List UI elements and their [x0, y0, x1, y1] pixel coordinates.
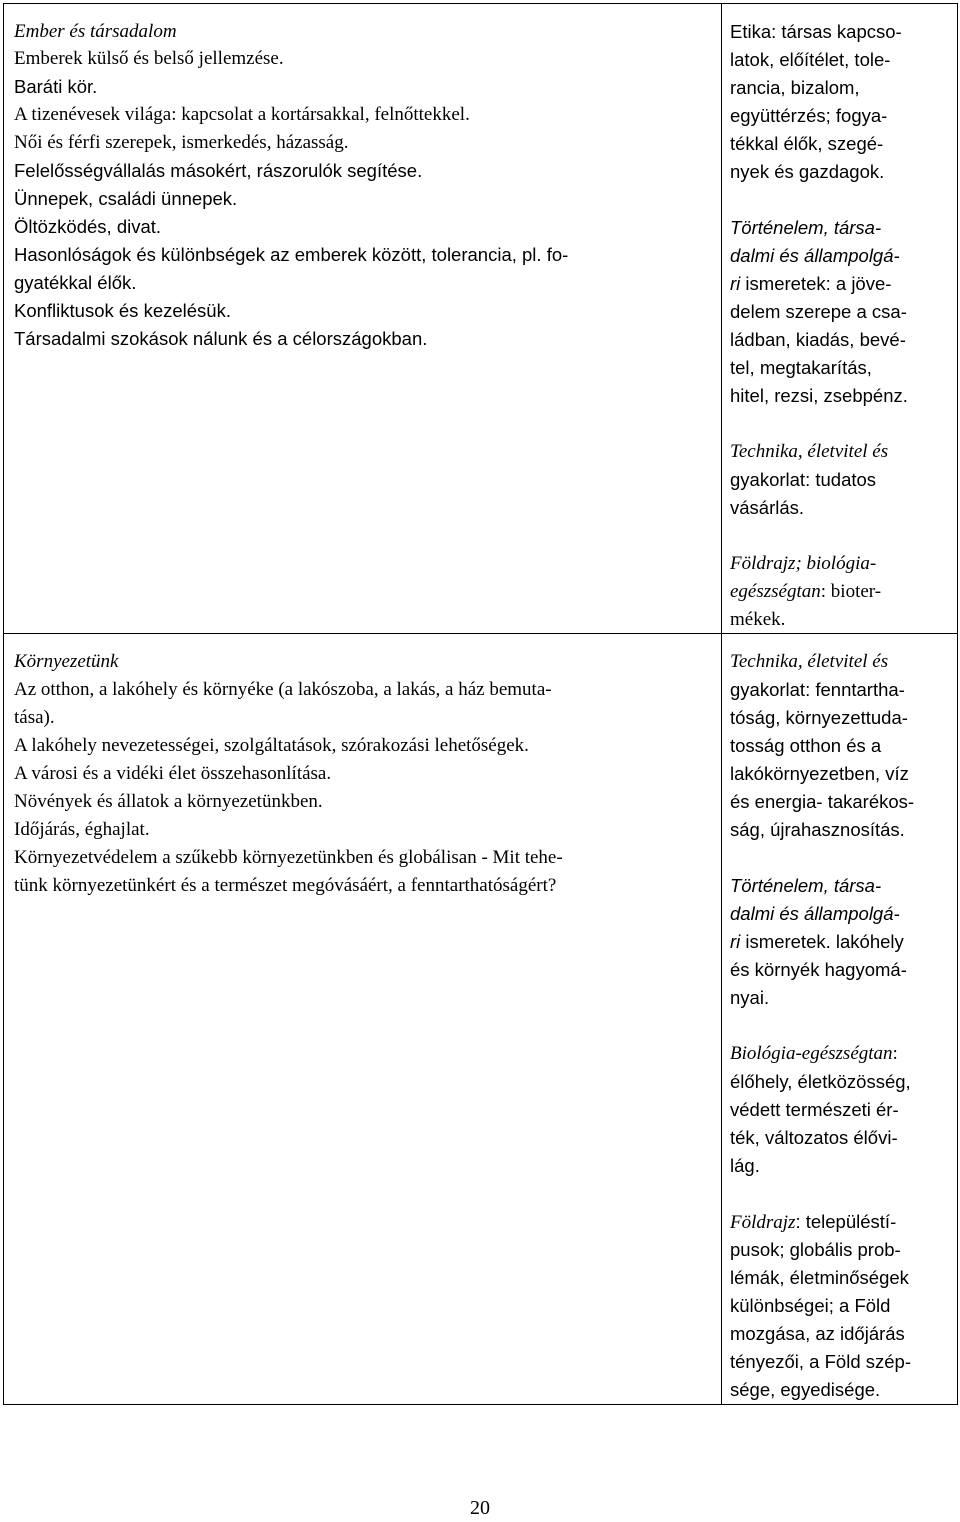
connection-line: tóság, környezettuda-	[730, 707, 908, 728]
connection-text: : településtí-	[795, 1211, 897, 1232]
subject-heading: Biológia-egészségtan	[730, 1043, 893, 1064]
connection-line	[730, 270, 891, 298]
table-border-right	[957, 3, 958, 1405]
connection-line: mékek.	[730, 609, 786, 630]
topic-line: tása).	[14, 707, 55, 728]
connection-text: ismeretek. lakóhely	[745, 931, 904, 952]
subject-heading: Történelem, társa-	[730, 217, 882, 238]
connection-line: vásárlás.	[730, 497, 805, 518]
connection-line	[730, 928, 904, 956]
connection-line: mozgása, az időjárás	[730, 1323, 905, 1344]
connection-text: : bioter-	[820, 581, 882, 602]
connection-text: ismeretek: a jöve-	[745, 273, 892, 294]
table-column-divider	[721, 3, 722, 1405]
subject-heading: Történelem, társa-	[730, 875, 882, 896]
topic-line: A városi és a vidéki élet összehasonlítása.	[14, 763, 332, 784]
connection-line: ság, újrahasznosítás.	[730, 819, 905, 840]
topic-line: Öltözködés, divat.	[14, 216, 162, 237]
connection-line: ték, változatos élővi-	[730, 1127, 898, 1148]
topic-line: Hasonlóságok és különbségek az emberek között, tolerancia, pl. fo-	[14, 244, 569, 265]
topic-line: A lakóhely nevezetességei, szolgáltatások, szórakozási lehetőségek.	[14, 735, 529, 756]
subject-heading: Technika, életvitel és	[730, 651, 889, 672]
table-border-top	[3, 3, 958, 4]
subject-heading-tail: ri	[730, 931, 741, 952]
topic-line: Az otthon, a lakóhely és környéke (a lakószoba, a lakás, a ház bemuta-	[14, 679, 552, 700]
connection-line	[730, 1040, 898, 1068]
connection-line: pusok; globális prob-	[730, 1239, 901, 1260]
page-number: 20	[470, 1497, 490, 1519]
section-title-kornyezetunk: Környezetünk	[14, 651, 119, 672]
connection-line	[730, 1208, 896, 1237]
connection-line: delem szerepe a csa-	[730, 301, 907, 322]
subject-heading: dalmi és állampolgá-	[730, 245, 900, 266]
topic-line: Társadalmi szokások nálunk és a célországokban.	[14, 328, 428, 349]
subject-heading-tail: ri	[730, 273, 741, 294]
connection-line: együttérzés; fogya-	[730, 105, 888, 126]
subject-heading: Technika, életvitel és	[730, 441, 889, 462]
table-border-bottom	[3, 1404, 958, 1405]
connection-line: ládban, kiadás, bevé-	[730, 329, 906, 350]
table-border-left	[3, 3, 4, 1405]
connection-line	[730, 578, 881, 606]
connection-text: :	[892, 1043, 898, 1064]
connection-line: tosság otthon és a	[730, 735, 882, 756]
topic-line: gyatékkal élők.	[14, 272, 137, 293]
connection-line: különbségei; a Föld	[730, 1295, 891, 1316]
topic-line: Baráti kör.	[14, 76, 98, 97]
connection-line: hitel, rezsi, zsebpénz.	[730, 385, 908, 406]
topic-line: Ünnepek, családi ünnepek.	[14, 188, 238, 209]
subject-heading: dalmi és állampolgá-	[730, 903, 900, 924]
connection-line: latok, előítélet, tole-	[730, 49, 891, 70]
topic-line: Konfliktusok és kezelésük.	[14, 300, 231, 321]
connection-line: tékkal élők, szegé-	[730, 133, 884, 154]
connection-line: lág.	[730, 1155, 760, 1176]
connection-line: nyek és gazdagok.	[730, 161, 885, 182]
subject-heading: Földrajz	[730, 1212, 796, 1233]
connection-line: rancia, bizalom,	[730, 77, 860, 98]
topic-line: tünk környezetünkért és a természet megóvásáért, a fenntarthatóságért?	[14, 875, 557, 896]
connection-line: védett természeti ér-	[730, 1099, 899, 1120]
subject-heading: Földrajz; biológia-	[730, 553, 877, 574]
connection-line: és energia- takarékos-	[730, 791, 915, 812]
connection-line: Etika: társas kapcso-	[730, 21, 902, 42]
connection-line: gyakorlat: tudatos	[730, 469, 877, 490]
topic-line: Emberek külső és belső jellemzése.	[14, 48, 284, 69]
connection-line: tényezői, a Föld szép-	[730, 1351, 911, 1372]
topic-line: Környezetvédelem a szűkebb környezetünkben és globálisan - Mit tehe-	[14, 847, 563, 868]
section-title-ember: Ember és társadalom	[14, 21, 177, 42]
subject-heading: egészségtan	[730, 581, 821, 602]
topic-line: Időjárás, éghajlat.	[14, 819, 150, 840]
connection-line: gyakorlat: fenntartha-	[730, 679, 905, 700]
topic-line: Növények és állatok a környezetünkben.	[14, 791, 323, 812]
connection-line: lémák, életminőségek	[730, 1267, 909, 1288]
topic-line: A tizenévesek világa: kapcsolat a kortársakkal, felnőttekkel.	[14, 104, 470, 125]
topic-line: Felelősségvállalás másokért, rászorulók segítése.	[14, 160, 423, 181]
connection-line: sége, egyedisége.	[730, 1379, 881, 1400]
topic-line: Női és férfi szerepek, ismerkedés, házasság.	[14, 132, 349, 153]
connection-line: tel, megtakarítás,	[730, 357, 872, 378]
connection-line: lakókörnyezetben, víz	[730, 763, 909, 784]
connection-line: nyai.	[730, 987, 770, 1008]
table-border-middle	[3, 633, 958, 634]
connection-line: élőhely, életközösség,	[730, 1071, 911, 1092]
connection-line: és környék hagyomá-	[730, 959, 907, 980]
